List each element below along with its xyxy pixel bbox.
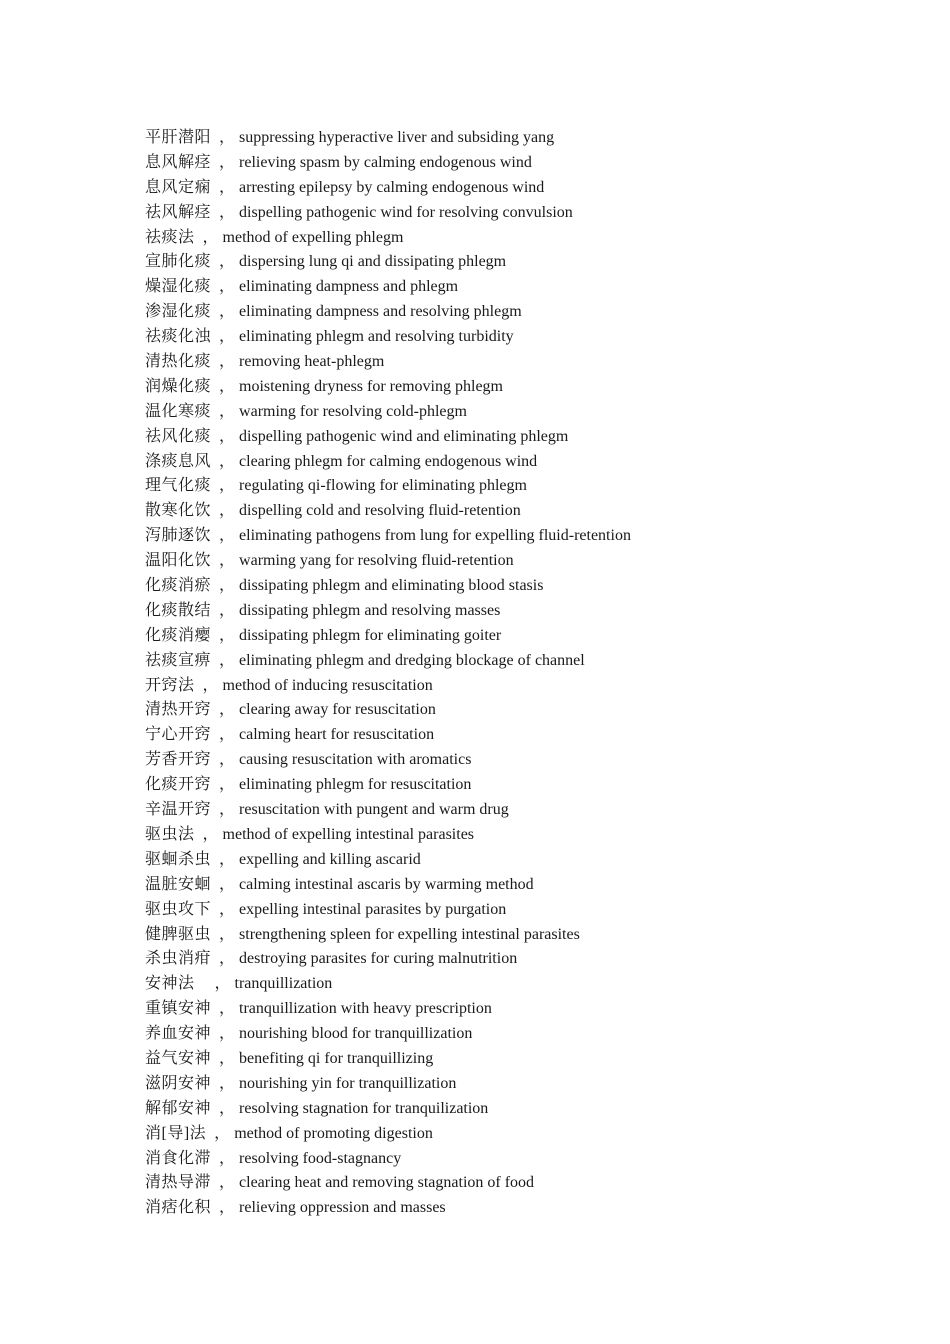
english-translation: resolving food-stagnancy bbox=[239, 1149, 402, 1167]
term-separator: ， bbox=[215, 377, 236, 395]
term-separator: ， bbox=[215, 527, 236, 545]
glossary-entry bbox=[145, 1097, 905, 1122]
english-translation: expelling intestinal parasites by purgation bbox=[239, 900, 507, 918]
glossary-entry bbox=[145, 1047, 905, 1072]
term-separator: ， bbox=[215, 950, 236, 968]
glossary-entry bbox=[145, 1072, 905, 1097]
glossary-entry bbox=[145, 250, 905, 275]
english-translation: resolving stagnation for tranquilization bbox=[239, 1099, 489, 1117]
chinese-term: 宁心开窍 bbox=[145, 726, 212, 744]
glossary-entry bbox=[145, 499, 905, 524]
chinese-term: 温脏安蛔 bbox=[145, 875, 212, 893]
glossary-entry bbox=[145, 574, 905, 599]
glossary-entry bbox=[145, 126, 905, 151]
term-separator: ， bbox=[198, 676, 219, 694]
chinese-term: 祛痰法 bbox=[145, 228, 195, 246]
chinese-term: 重镇安神 bbox=[145, 1000, 212, 1018]
term-separator: ， bbox=[215, 502, 236, 520]
glossary-entry bbox=[145, 723, 905, 748]
glossary-entry bbox=[145, 350, 905, 375]
term-separator: ， bbox=[215, 626, 236, 644]
glossary-entry bbox=[145, 275, 905, 300]
glossary-entry bbox=[145, 1196, 905, 1221]
english-translation: suppressing hyperactive liver and subsiding yang bbox=[239, 129, 555, 146]
chinese-term: 清热化痰 bbox=[145, 353, 212, 371]
glossary-list bbox=[145, 126, 905, 1221]
glossary-entry bbox=[145, 325, 905, 350]
term-separator: ， bbox=[215, 925, 236, 943]
chinese-term: 解郁安神 bbox=[145, 1099, 212, 1117]
term-separator: ， bbox=[215, 552, 236, 570]
chinese-term: 消食化滞 bbox=[145, 1149, 212, 1167]
english-translation: eliminating phlegm and resolving turbidity bbox=[239, 328, 514, 346]
glossary-entry bbox=[145, 474, 905, 499]
chinese-term: 祛风解痉 bbox=[145, 203, 212, 221]
chinese-term: 清热开窍 bbox=[145, 701, 212, 719]
glossary-entry bbox=[145, 624, 905, 649]
english-translation: nourishing yin for tranquillization bbox=[239, 1074, 457, 1092]
glossary-entry bbox=[145, 599, 905, 624]
term-separator: ， bbox=[215, 900, 236, 918]
english-translation: expelling and killing ascarid bbox=[239, 850, 421, 868]
english-translation: tranquillization bbox=[234, 975, 333, 993]
term-separator: ， bbox=[215, 1149, 236, 1167]
glossary-entry bbox=[145, 698, 905, 723]
glossary-entry bbox=[145, 1022, 905, 1047]
chinese-term: 温阳化饮 bbox=[145, 552, 212, 570]
english-translation: dispelling cold and resolving fluid-retention bbox=[239, 502, 521, 520]
chinese-term: 消痞化积 bbox=[145, 1199, 212, 1217]
glossary-entry bbox=[145, 798, 905, 823]
term-separator: ， bbox=[215, 203, 236, 221]
term-separator: ， bbox=[215, 1074, 236, 1092]
english-translation: nourishing blood for tranquillization bbox=[239, 1025, 473, 1043]
chinese-term: 泻肺逐饮 bbox=[145, 527, 212, 545]
glossary-entry bbox=[145, 773, 905, 798]
term-separator: ， bbox=[215, 153, 236, 171]
chinese-term: 化痰散结 bbox=[145, 601, 212, 619]
glossary-entry bbox=[145, 1147, 905, 1172]
glossary-entry bbox=[145, 1122, 905, 1147]
chinese-term: 驱虫法 bbox=[145, 825, 195, 843]
english-translation: eliminating dampness and resolving phlegm bbox=[239, 303, 522, 321]
glossary-entry bbox=[145, 549, 905, 574]
glossary-entry bbox=[145, 300, 905, 325]
glossary-entry bbox=[145, 823, 905, 848]
term-separator: ， bbox=[215, 328, 236, 346]
term-separator: ， bbox=[215, 801, 236, 819]
english-translation: arresting epilepsy by calming endogenous wind bbox=[239, 178, 545, 196]
chinese-term: 杀虫消疳 bbox=[145, 950, 212, 968]
term-separator: ， bbox=[198, 228, 219, 246]
english-translation: eliminating phlegm for resuscitation bbox=[239, 776, 472, 794]
chinese-term: 养血安神 bbox=[145, 1025, 212, 1043]
term-separator: ， bbox=[215, 253, 236, 271]
chinese-term: 消[导]法 bbox=[145, 1124, 207, 1142]
chinese-term: 滋阴安神 bbox=[145, 1074, 212, 1092]
term-separator: ， bbox=[215, 477, 236, 495]
chinese-term: 燥湿化痰 bbox=[145, 278, 212, 296]
english-translation: clearing away for resuscitation bbox=[239, 701, 436, 719]
english-translation: dissipating phlegm and eliminating blood stasis bbox=[239, 577, 544, 595]
glossary-entry bbox=[145, 748, 905, 773]
chinese-term: 息风解痉 bbox=[145, 153, 212, 171]
term-separator: ， bbox=[210, 1124, 231, 1142]
chinese-term: 化痰消瘀 bbox=[145, 577, 212, 595]
english-translation: removing heat-phlegm bbox=[239, 353, 385, 371]
chinese-term: 息风定痫 bbox=[145, 178, 212, 196]
english-translation: benefiting qi for tranquillizing bbox=[239, 1049, 434, 1067]
term-separator: ， bbox=[215, 402, 236, 420]
glossary-entry bbox=[145, 400, 905, 425]
term-separator: ， bbox=[215, 776, 236, 794]
english-translation: causing resuscitation with aromatics bbox=[239, 751, 472, 769]
term-separator: ， bbox=[215, 278, 236, 296]
term-separator: ， bbox=[215, 875, 236, 893]
chinese-term: 祛痰宣痹 bbox=[145, 651, 212, 669]
english-translation: warming yang for resolving fluid-retention bbox=[239, 552, 514, 570]
glossary-entry bbox=[145, 848, 905, 873]
english-translation: dispelling pathogenic wind and eliminating phlegm bbox=[239, 427, 569, 445]
chinese-term: 宣肺化痰 bbox=[145, 253, 212, 271]
english-translation: clearing phlegm for calming endogenous wind bbox=[239, 452, 538, 470]
chinese-term: 温化寒痰 bbox=[145, 402, 212, 420]
english-translation: calming heart for resuscitation bbox=[239, 726, 435, 744]
english-translation: dissipating phlegm for eliminating goiter bbox=[239, 626, 502, 644]
english-translation: dissipating phlegm and resolving masses bbox=[239, 601, 501, 619]
term-separator: ， bbox=[215, 129, 236, 146]
glossary-entry bbox=[145, 972, 905, 997]
english-translation: resuscitation with pungent and warm drug bbox=[239, 801, 509, 819]
english-translation: method of inducing resuscitation bbox=[222, 676, 433, 694]
english-translation: destroying parasites for curing malnutrition bbox=[239, 950, 518, 968]
term-separator: ， bbox=[215, 452, 236, 470]
chinese-term: 辛温开窍 bbox=[145, 801, 212, 819]
glossary-entry bbox=[145, 947, 905, 972]
term-separator: ， bbox=[215, 726, 236, 744]
glossary-entry bbox=[145, 649, 905, 674]
glossary-entry bbox=[145, 176, 905, 201]
glossary-entry bbox=[145, 375, 905, 400]
glossary-entry bbox=[145, 226, 905, 251]
english-translation: method of expelling phlegm bbox=[222, 228, 404, 246]
term-separator: ， bbox=[215, 751, 236, 769]
term-separator: ， bbox=[215, 1099, 236, 1117]
english-translation: relieving oppression and masses bbox=[239, 1199, 446, 1217]
chinese-term: 化痰开窍 bbox=[145, 776, 212, 794]
term-separator: ， bbox=[215, 577, 236, 595]
english-translation: method of expelling intestinal parasites bbox=[222, 825, 475, 843]
chinese-term: 渗湿化痰 bbox=[145, 303, 212, 321]
glossary-entry bbox=[145, 923, 905, 948]
english-translation: eliminating pathogens from lung for expelling fluid-retention bbox=[239, 527, 631, 545]
english-translation: relieving spasm by calming endogenous wind bbox=[239, 153, 532, 171]
term-separator: ， bbox=[215, 1199, 236, 1217]
chinese-term: 驱蛔杀虫 bbox=[145, 850, 212, 868]
chinese-term: 芳香开窍 bbox=[145, 751, 212, 769]
term-separator: ， bbox=[215, 1000, 236, 1018]
chinese-term: 理气化痰 bbox=[145, 477, 212, 495]
chinese-term: 散寒化饮 bbox=[145, 502, 212, 520]
term-separator: ， bbox=[215, 701, 236, 719]
term-separator: ， bbox=[215, 1049, 236, 1067]
term-separator: ， bbox=[215, 353, 236, 371]
glossary-entry bbox=[145, 873, 905, 898]
chinese-term: 祛风化痰 bbox=[145, 427, 212, 445]
chinese-term: 祛痰化浊 bbox=[145, 328, 212, 346]
english-translation: strengthening spleen for expelling intestinal parasites bbox=[239, 925, 580, 943]
english-translation: clearing heat and removing stagnation of food bbox=[239, 1174, 535, 1192]
chinese-term: 润燥化痰 bbox=[145, 377, 212, 395]
term-separator: ， bbox=[215, 1174, 236, 1192]
chinese-term: 健脾驱虫 bbox=[145, 925, 212, 943]
english-translation: eliminating dampness and phlegm bbox=[239, 278, 459, 296]
glossary-entry bbox=[145, 1171, 905, 1196]
term-separator: ， bbox=[215, 850, 236, 868]
chinese-term: 开窍法 bbox=[145, 676, 195, 694]
english-translation: calming intestinal ascaris by warming method bbox=[239, 875, 534, 893]
chinese-term: 平肝潜阳 bbox=[145, 129, 212, 146]
term-separator: ， bbox=[198, 825, 219, 843]
glossary-entry bbox=[145, 151, 905, 176]
chinese-term: 驱虫攻下 bbox=[145, 900, 212, 918]
glossary-entry bbox=[145, 450, 905, 475]
term-separator: ， bbox=[215, 601, 236, 619]
english-translation: dispelling pathogenic wind for resolving convulsion bbox=[239, 203, 573, 221]
english-translation: warming for resolving cold-phlegm bbox=[239, 402, 467, 420]
term-separator: ， bbox=[215, 303, 236, 321]
term-separator: ， bbox=[215, 1025, 236, 1043]
chinese-term: 涤痰息风 bbox=[145, 452, 212, 470]
glossary-entry bbox=[145, 674, 905, 699]
term-separator: ， bbox=[198, 975, 231, 993]
glossary-entry bbox=[145, 898, 905, 923]
chinese-term: 化痰消瘿 bbox=[145, 626, 212, 644]
term-separator: ， bbox=[215, 427, 236, 445]
english-translation: eliminating phlegm and dredging blockage of channel bbox=[239, 651, 585, 669]
glossary-entry bbox=[145, 997, 905, 1022]
glossary-entry bbox=[145, 524, 905, 549]
chinese-term: 清热导滞 bbox=[145, 1174, 212, 1192]
glossary-entry bbox=[145, 425, 905, 450]
term-separator: ， bbox=[215, 178, 236, 196]
chinese-term: 安神法 bbox=[145, 975, 195, 993]
english-translation: tranquillization with heavy prescription bbox=[239, 1000, 492, 1018]
english-translation: regulating qi-flowing for eliminating phlegm bbox=[239, 477, 527, 495]
glossary-entry bbox=[145, 201, 905, 226]
chinese-term: 益气安神 bbox=[145, 1049, 212, 1067]
english-translation: moistening dryness for removing phlegm bbox=[239, 377, 503, 395]
english-translation: dispersing lung qi and dissipating phlegm bbox=[239, 253, 507, 271]
english-translation: method of promoting digestion bbox=[234, 1124, 433, 1142]
term-separator: ， bbox=[215, 651, 236, 669]
